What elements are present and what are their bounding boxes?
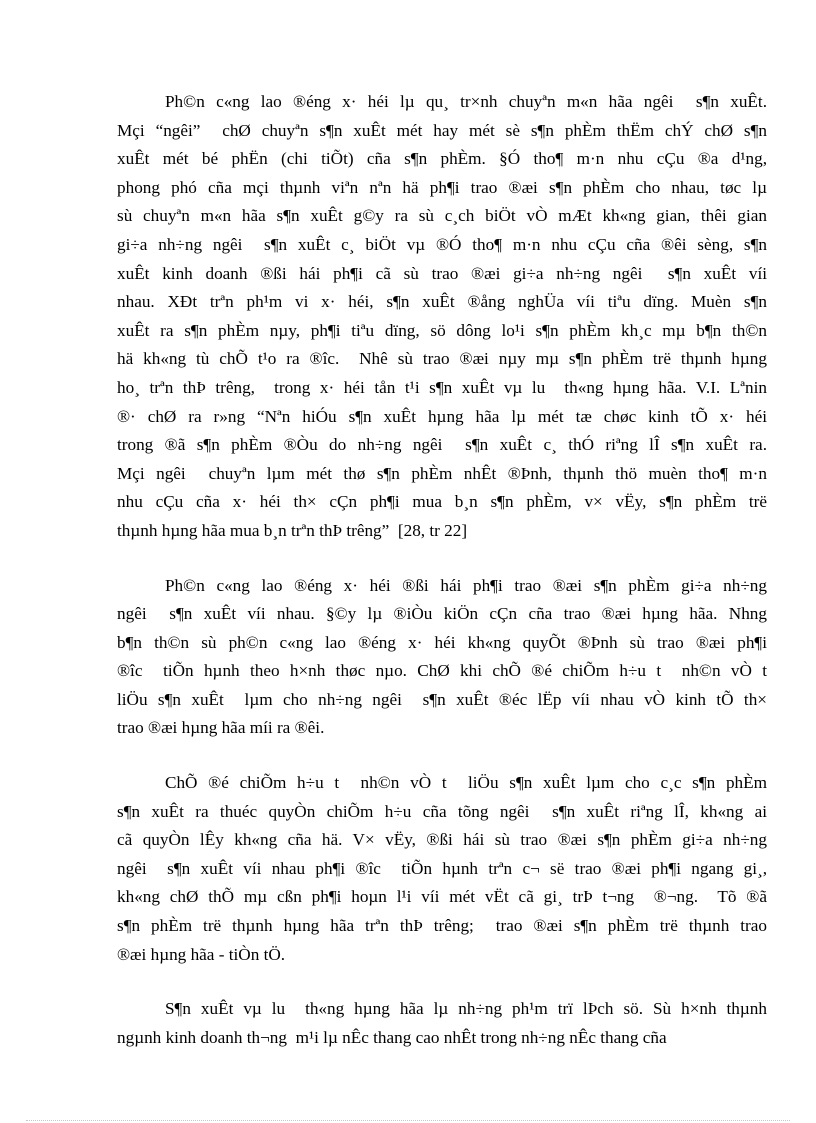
text-line: ngêi s¶n xuÊt víi nhau. §©y lµ ®iÒu kiÖn cÇn cña trao ®æi hµng hãa. Nhng [117,604,767,624]
text-line: xuÊt mét bé phËn (chi tiÕt) cña s¶n phÈm. §Ó tho¶ m·n nhu cÇu ®a d¹ng, [117,149,767,169]
text-line: ngêi s¶n xuÊt víi nhau ph¶i ®îc tiÕn hµnh trªn c¬ së trao ®æi ph¶i ngang gi¸, [117,858,767,878]
text-line: hä kh«ng tù chÕ t¹o ra ®îc. Nhê sù trao ®æi nµy mµ s¶n phÈm trë thµnh hµng [117,349,767,369]
text-line: thµnh hµng hãa mua b¸n trªn thÞ trêng” [28, tr 22] [117,520,468,540]
text-line: Mçi ngêi chuyªn lµm mét thø s¶n phÈm nhÊt ®Þnh, thµnh thö muèn tho¶ m·n [117,463,767,483]
text-line: S¶n xuÊt vµ lu th«ng hµng hãa lµ nh÷ng ph¹m trï lÞch sö. Sù h×nh thµnh [165,999,767,1019]
text-line: ho¸ trªn thÞ trêng, trong x· héi tån t¹i s¶n xuÊt vµ lu th«ng hµng hãa. V.I. Lªnin [117,377,767,397]
text-line: kh«ng chØ thÕ mµ cßn ph¶i hoµn l¹i víi mét vËt cã gi¸ trÞ t¬ng ®¬ng. Tõ ®ã [117,887,767,907]
text-line: ngµnh kinh doanh th¬ng m¹i lµ nÊc thang cao nhÊt trong nh÷ng nÊc thang cña [117,1027,667,1047]
paragraph [117,572,767,744]
text-line: nhau. XÐt trªn ph¹m vi x· héi, s¶n xuÊt ®ång nghÜa víi tiªu dïng. Muèn s¶n [117,292,767,312]
text-line: s¶n xuÊt ra thuéc quyÒn chiÕm h÷u cña tõng ngêi s¶n xuÊt riªng lÎ, kh«ng ai [117,801,767,821]
text-line: Mçi “ngêi” chØ chuyªn s¶n xuÊt mét hay mét sè s¶n phÈm thËm chÝ chØ s¶n [117,120,767,140]
text-line: s¶n phÈm trë thµnh hµng hãa trªn thÞ trêng; trao ®æi s¶n phÈm trë thµnh trao [117,916,767,936]
text-line: ®· chØ ra r»ng “Nªn hiÓu s¶n xuÊt hµng hãa lµ mét tæ chøc kinh tÕ x· héi [117,406,767,426]
text-line: xuÊt kinh doanh ®ßi hái ph¶i cã sù trao ®æi gi÷a nh÷ng ngêi s¶n xuÊt víi [117,263,767,283]
text-line: gi÷a nh÷ng ngêi s¶n xuÊt c¸ biÖt vµ ®Ó tho¶ m·n nhu cÇu cña ®êi sèng, s¶n [117,234,767,254]
text-line: ChÕ ®é chiÕm h÷u t nh©n vÒ t liÖu s¶n xuÊt lµm cho c¸c s¶n phÈm [165,773,767,793]
text-line: b¶n th©n sù ph©n c«ng lao ®éng x· héi kh«ng quyÕt ®Þnh sù trao ®æi ph¶i [117,632,767,652]
text-line: trong ®ã s¶n phÈm ®Òu do nh÷ng ngêi s¶n xuÊt c¸ thÓ riªng lÎ s¶n xuÊt ra. [117,435,767,455]
text-line: Ph©n c«ng lao ®éng x· héi lµ qu¸ tr×nh chuyªn m«n hãa ngêi s¶n xuÊt. [165,92,767,111]
text-line: phong phó cña mçi thµnh viªn nªn hä ph¶i trao ®æi s¶n phÈm cho nhau, tøc lµ [117,177,767,197]
text-line: cã quyÒn lÊy kh«ng cña hä. V× vËy, ®ßi hái sù trao ®æi s¶n phÈm gi÷a nh÷ng [117,830,767,850]
text-line: xuÊt ra s¶n phÈm nµy, ph¶i tiªu dïng, sö dông lo¹i s¶n phÈm kh¸c mµ b¶n th©n [117,320,767,340]
paragraph [117,88,767,546]
page-bottom-divider [26,1120,790,1121]
text-line: sù chuyªn m«n hãa s¶n xuÊt g©y ra sù c¸ch biÖt vÒ mÆt kh«ng gian, thêi gian [117,206,767,226]
text-line: liÖu s¶n xuÊt lµm cho nh÷ng ngêi s¶n xuÊt ®éc lËp víi nhau vÒ kinh tÕ th× [117,689,767,709]
text-line: nhu cÇu cña x· héi th× cÇn ph¶i mua b¸n s¶n phÈm, v× vËy, s¶n phÈm trë [117,492,767,512]
text-line: ®îc tiÕn hµnh theo h×nh thøc nµo. ChØ khi chÕ ®é chiÕm h÷u t nh©n vÒ t [117,661,767,681]
paragraph [117,769,767,969]
text-line: Ph©n c«ng lao ®éng x· héi ®ßi hái ph¶i trao ®æi s¶n phÈm gi÷a nh÷ng [165,575,767,595]
text-line: ®æi hµng hãa - tiÒn tÖ. [117,944,286,964]
text-line: trao ®æi hµng hãa míi ra ®êi. [117,718,325,738]
document-body [117,88,767,1078]
paragraph [117,995,767,1052]
